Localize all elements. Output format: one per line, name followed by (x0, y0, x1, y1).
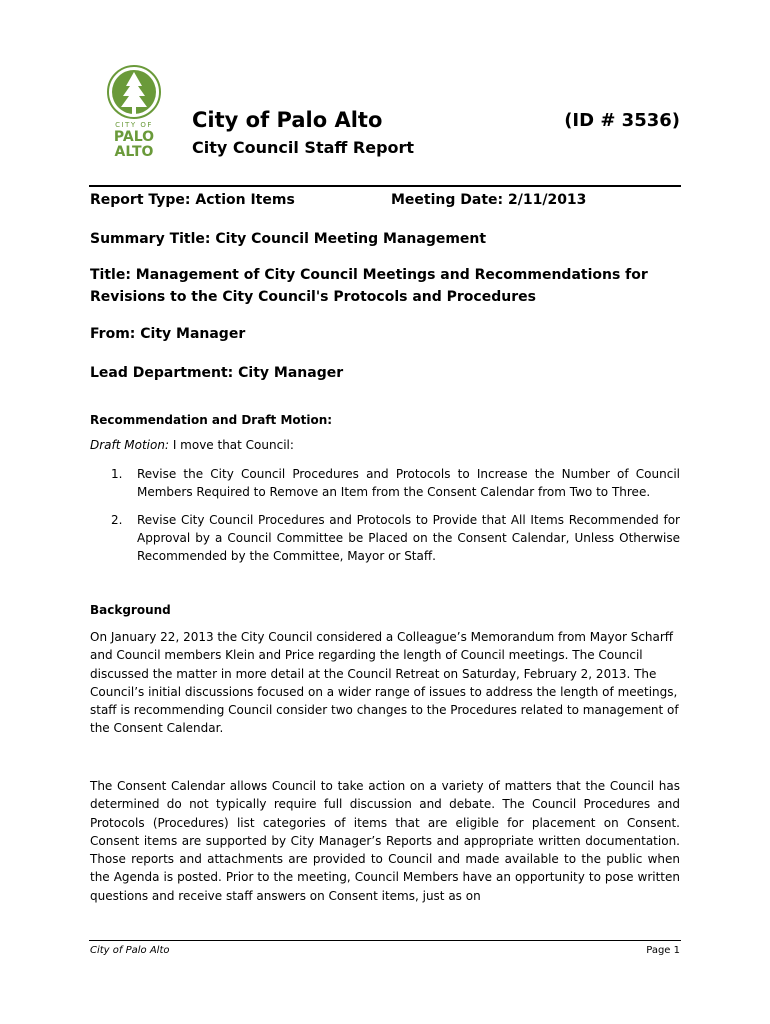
meeting-date: Meeting Date: 2/11/2013 (391, 192, 587, 208)
lead-department: Lead Department: City Manager (90, 365, 344, 381)
list-item-text: Revise City Council Procedures and Protocols to Provide that All Items Recommended for Approval by a Council Committee be Placed on the Consent Calendar, Unless Otherwise Recommended by the Committee, Mayor or Staff. (137, 513, 680, 563)
footer-divider (89, 940, 681, 941)
list-item-number: 2. (111, 513, 123, 527)
draft-motion-text: I move that Council: (169, 438, 294, 452)
recommendation-heading: Recommendation and Draft Motion: (90, 413, 333, 427)
report-subtitle: City Council Staff Report (192, 138, 415, 157)
header-divider (89, 185, 681, 187)
page-number: Page 1 (646, 945, 680, 956)
logo-alto: ALTO (114, 144, 154, 160)
page-title: City of Palo Alto (192, 108, 383, 132)
logo-palo: PALO (113, 129, 155, 145)
list-item-text: Revise the City Council Procedures and Protocols to Increase the Number of Council Members Required to Remove an Item from the Consent Calendar from Two to Three. (137, 467, 680, 499)
list-item-number: 1. (111, 467, 123, 481)
draft-motion (90, 436, 294, 454)
background-paragraph: The Consent Calendar allows Council to take action on a variety of matters that the Council has determined do not typically require full discussion and debate. The Council Procedures and Protocols (Procedures) list categories of items that are eligible for placement on Consent. Consent items are supported by City Manager’s Reports and appropriate written documentation. Those reports and attachments are provided to Council and made available to the public when the Agenda is posted. Prior to the meeting, Council Members have an opportunity to pose written questions and receive staff answers on Consent items, just as on (90, 779, 680, 903)
list-item (90, 511, 680, 571)
report-id: (ID # 3536) (564, 110, 680, 131)
footer-org: City of Palo Alto (90, 945, 170, 956)
logo-city-of: CITY OF (115, 121, 153, 129)
draft-motion-label: Draft Motion: (90, 438, 169, 452)
list-item (90, 465, 680, 505)
tree-icon (106, 64, 162, 122)
background-heading: Background (90, 603, 171, 617)
from-line: From: City Manager (90, 326, 246, 342)
city-logo (106, 64, 162, 160)
background-paragraph: On January 22, 2013 the City Council considered a Colleague’s Memorandum from Mayor Scharff and Council members Klein and Price regarding the length of Council meetings. The Council discussed the matter in more detail at the Council Retreat on Saturday, February 2, 2013. The Council’s initial discussions focused on a wider range of issues to address the length of meetings, staff is recommending Council consider two changes to the Procedures related to management of the Consent Calendar. (90, 630, 679, 736)
report-type: Report Type: Action Items (90, 192, 295, 208)
summary-title: Summary Title: City Council Meeting Management (90, 231, 487, 247)
report-title: Title: Management of City Council Meetings and Recommendations for Revisions to the City Council's Protocols and Procedures (90, 267, 648, 305)
